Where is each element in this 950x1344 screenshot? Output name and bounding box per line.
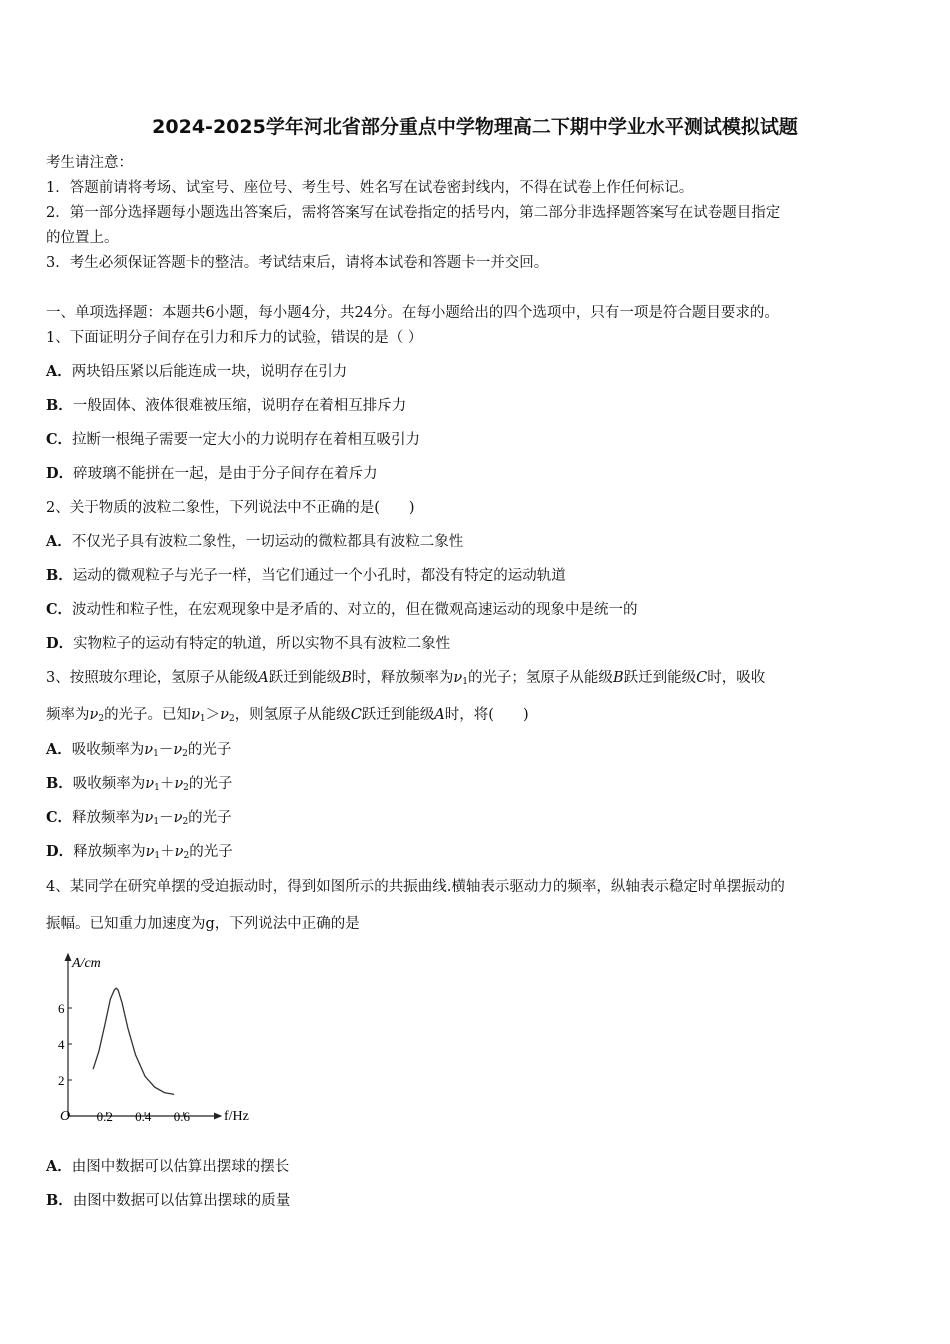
operator: ＋ bbox=[160, 844, 175, 860]
option-label: D． bbox=[46, 635, 74, 652]
q2-option-c bbox=[46, 600, 638, 620]
greater-than: ＞ bbox=[205, 707, 221, 723]
option-label: C． bbox=[46, 431, 73, 448]
stem-text: 时，将( ) bbox=[444, 707, 529, 723]
option-text: 拉断一根绳子需要一定大小的力说明存在着相互吸引力 bbox=[72, 432, 421, 448]
operator: － bbox=[159, 810, 174, 826]
stem-text: 时，吸收 bbox=[707, 670, 766, 686]
stem-text: 跃迁到能级 bbox=[623, 670, 697, 686]
subscript: 2 bbox=[228, 714, 235, 724]
nu-symbol: ν bbox=[145, 844, 155, 860]
subscript: 1 bbox=[462, 677, 468, 687]
option-label: B． bbox=[46, 567, 73, 584]
nu-symbol: ν bbox=[144, 742, 154, 758]
q2-option-b bbox=[46, 566, 566, 586]
nu-symbol: ν bbox=[174, 776, 184, 792]
option-label: A． bbox=[46, 533, 72, 550]
stem-text: 3、按照玻尔理论，氢原子从能级 bbox=[46, 670, 259, 686]
level-b: B bbox=[612, 670, 624, 686]
nu-symbol: ν bbox=[89, 707, 99, 723]
option-text: 碎玻璃不能拼在一起，是由于分子间存在着斥力 bbox=[73, 466, 378, 482]
notice-item-2: 2．第一部分选择题每小题选出答案后，需将答案写在试卷指定的括号内，第二部分非选择题答案写在试卷题目指定 bbox=[46, 205, 781, 221]
y-tick-label: 6 bbox=[58, 1001, 65, 1016]
q3-option-b bbox=[46, 774, 232, 798]
option-label: B． bbox=[46, 775, 73, 792]
subscript: 2 bbox=[98, 714, 105, 724]
option-text: 吸收频率为 bbox=[72, 776, 146, 792]
option-label: B． bbox=[46, 397, 73, 414]
subscript: 1 bbox=[154, 851, 161, 861]
option-label: A． bbox=[46, 741, 72, 758]
option-label: C． bbox=[46, 601, 73, 618]
stem-text: 频率为 bbox=[46, 707, 90, 723]
y-tick-label: 4 bbox=[58, 1037, 65, 1052]
q3-option-c bbox=[46, 808, 232, 832]
option-text: 两块铅压紧以后能连成一块，说明存在引力 bbox=[71, 364, 348, 380]
q1-option-c bbox=[46, 430, 420, 450]
x-tick-label: 0.6 bbox=[173, 1109, 190, 1124]
q1-option-a bbox=[46, 362, 347, 382]
stem-text: 的光子。已知 bbox=[104, 707, 192, 723]
level-c: C bbox=[350, 707, 362, 723]
operator: ＋ bbox=[159, 776, 175, 792]
level-a: A bbox=[258, 670, 269, 686]
option-text: 波动性和粒子性，在宏观现象中是矛盾的、对立的，但在微观高速运动的现象中是统一的 bbox=[72, 602, 638, 618]
option-label: D． bbox=[46, 843, 74, 860]
subscript: 1 bbox=[154, 783, 160, 793]
nu-symbol: ν bbox=[145, 776, 155, 792]
option-text: 不仅光子具有波粒二象性，一切运动的微粒都具有波粒二象性 bbox=[71, 534, 464, 550]
option-text: 的光子 bbox=[187, 742, 232, 758]
stem-text: ，则氢原子从能级 bbox=[234, 707, 351, 723]
page-title: 2024-2025学年河北省部分重点中学物理高二下期中学业水平测试模拟试题 bbox=[152, 116, 798, 138]
option-text: 释放频率为 bbox=[73, 844, 146, 860]
nu-symbol: ν bbox=[220, 707, 229, 723]
resonance-curve-line bbox=[93, 988, 174, 1094]
nu-symbol: ν bbox=[173, 810, 183, 826]
subscript: 2 bbox=[183, 851, 190, 861]
operator: － bbox=[158, 742, 174, 758]
option-text: 的光子 bbox=[188, 776, 233, 792]
option-label: B． bbox=[46, 1192, 73, 1209]
notice-header: 考生请注意： bbox=[46, 155, 133, 171]
q4-option-b bbox=[46, 1191, 290, 1211]
nu-symbol: ν bbox=[453, 670, 463, 686]
option-text: 吸收频率为 bbox=[71, 742, 145, 758]
question-2-stem: 2、关于物质的波粒二象性，下列说法中不正确的是( ) bbox=[46, 500, 415, 516]
subscript: 2 bbox=[183, 783, 189, 793]
level-a: A bbox=[434, 707, 445, 723]
option-text: 实物粒子的运动有特定的轨道，所以实物不具有波粒二象性 bbox=[73, 636, 451, 652]
x-axis-label: f/Hz bbox=[224, 1109, 249, 1124]
subscript: 1 bbox=[199, 714, 206, 724]
nu-symbol: ν bbox=[173, 742, 183, 758]
q4-option-a bbox=[46, 1157, 289, 1177]
option-text: 由图中数据可以估算出摆球的摆长 bbox=[71, 1159, 290, 1175]
section-heading: 一、单项选择题：本题共6小题，每小题4分，共24分。在每小题给出的四个选项中，只有一项是符合题目要求的。 bbox=[46, 305, 779, 321]
y-axis-label: A/cm bbox=[72, 956, 101, 971]
option-label: D． bbox=[46, 465, 74, 482]
q2-option-d bbox=[46, 634, 450, 654]
question-1-stem: 1、下面证明分子间存在引力和斥力的试验，错误的是（ ） bbox=[46, 330, 423, 346]
option-text: 的光子 bbox=[188, 810, 232, 826]
y-tick-label: 2 bbox=[58, 1073, 65, 1088]
option-text: 释放频率为 bbox=[72, 810, 145, 826]
nu-symbol: ν bbox=[174, 844, 184, 860]
stem-text: 时，释放频率为 bbox=[351, 670, 454, 686]
notice-item-3: 3．考生必须保证答题卡的整洁。考试结束后，请将本试卷和答题卡一并交回。 bbox=[46, 255, 549, 271]
subscript: 1 bbox=[153, 749, 159, 759]
tick-group bbox=[58, 1001, 190, 1124]
x-tick-label: 0.4 bbox=[135, 1109, 152, 1124]
option-label: A． bbox=[46, 363, 72, 380]
question-4-stem: 4、某同学在研究单摆的受迫振动时，得到如图所示的共振曲线.横轴表示驱动力的频率，纵轴表示稳定时单摆振动的 bbox=[46, 879, 785, 895]
notice-item-1: 1．答题前请将考场、试室号、座位号、考生号、姓名写在试卷密封线内，不得在试卷上作任何标记。 bbox=[46, 180, 694, 196]
nu-symbol: ν bbox=[191, 707, 200, 723]
stem-text: 的光子；氢原子从能级 bbox=[467, 670, 613, 686]
stem-text: 跃迁到能级 bbox=[268, 670, 342, 686]
nu-symbol: ν bbox=[144, 810, 154, 826]
level-c: C bbox=[696, 670, 708, 686]
option-text: 的光子 bbox=[189, 844, 233, 860]
option-label: C． bbox=[46, 809, 73, 826]
question-3-stem bbox=[46, 668, 765, 692]
option-label: A． bbox=[46, 1158, 72, 1175]
option-text: 由图中数据可以估算出摆球的质量 bbox=[72, 1193, 291, 1209]
resonance-curve-chart bbox=[46, 948, 266, 1128]
q3-option-d bbox=[46, 842, 233, 866]
question-4-stem-cont: 振幅。已知重力加速度为g，下列说法中正确的是 bbox=[46, 916, 360, 932]
q3-option-a bbox=[46, 740, 231, 764]
q2-option-a bbox=[46, 532, 463, 552]
subscript: 1 bbox=[153, 817, 160, 827]
level-b: B bbox=[341, 670, 352, 686]
origin-label: O bbox=[60, 1109, 71, 1124]
subscript: 2 bbox=[182, 749, 188, 759]
option-text: 一般固体、液体很难被压缩，说明存在着相互排斥力 bbox=[72, 398, 407, 414]
option-text: 运动的微观粒子与光子一样，当它们通过一个小孔时，都没有特定的运动轨道 bbox=[72, 568, 566, 584]
notice-item-2-cont: 的位置上。 bbox=[46, 230, 119, 246]
subscript: 2 bbox=[182, 817, 189, 827]
q1-option-d bbox=[46, 464, 378, 484]
q1-option-b bbox=[46, 396, 406, 416]
x-tick-label: 0.2 bbox=[96, 1109, 113, 1124]
question-3-stem-cont bbox=[46, 705, 529, 729]
stem-text: 跃迁到能级 bbox=[361, 707, 435, 723]
